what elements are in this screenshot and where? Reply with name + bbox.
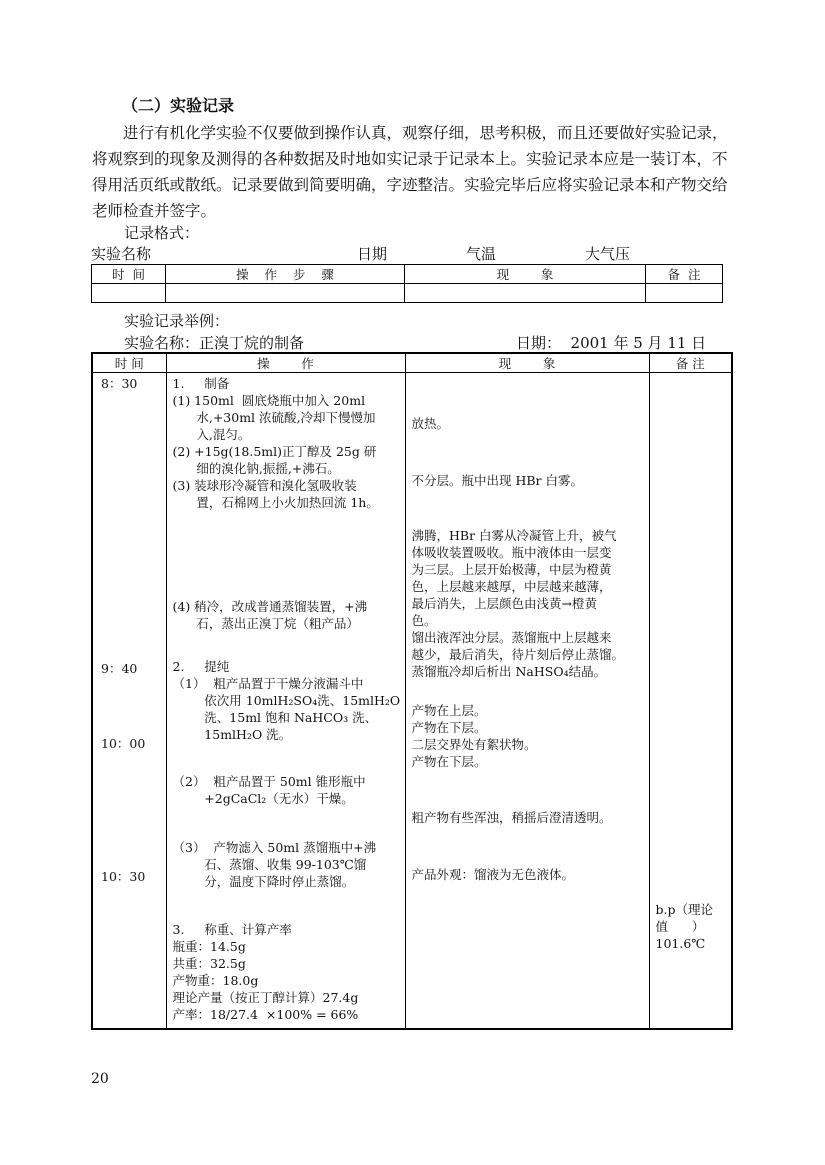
phenomenon-line: 产物在下层。 — [411, 720, 487, 735]
operation-line: (3) 装球形冷凝管和溴化氢吸收装 — [172, 478, 357, 493]
operation-line: （2） 粗产品置于 50ml 锥形瓶中 — [172, 774, 366, 789]
format-cell — [92, 284, 166, 303]
operation-line: 水,+30ml 浓硫酸,冷却下慢慢加 — [172, 410, 376, 425]
operation-line: 15mlH₂O 洗。 — [172, 727, 292, 742]
operation-line: 石、蒸馏、收集 99-103℃馏 — [172, 857, 367, 872]
section-title: （二）实验记录 — [122, 96, 235, 115]
phenomenon-line: 产物在下层。 — [411, 754, 487, 769]
phenomenon-line: 体吸收装置吸收。瓶中液体由一层变 — [411, 545, 612, 560]
format-header-notes: 备 注 — [646, 265, 723, 284]
operation-line: 石，蒸出正溴丁烷（粗产品） — [172, 616, 359, 631]
example-name: 实验名称：正溴丁烷的制备 — [124, 334, 305, 352]
format-temp: 气温 — [466, 245, 497, 263]
paragraph-text: 进行有机化学实验不仅要做到操作认真，观察仔细，思考积极，而且还要做好实验记录，将观察到的现象及测得的各种数据及时地如实记录于记录本上。实验记录本应是一装订本，不得用活页纸或散纸。记录要做到简要明确，字迹整洁。实验完毕后应将实验记录本和产物交给老师检查并签字。 — [92, 124, 728, 220]
time-entry: 10：30 — [101, 869, 146, 884]
format-header-time: 时 间 — [92, 265, 166, 284]
operation-line: 产物重：18.0g — [172, 973, 259, 988]
time-column — [92, 373, 166, 1030]
format-label: 记录格式： — [124, 224, 200, 242]
format-name: 实验名称 — [91, 245, 152, 263]
operation-line: (2) +15g(18.5ml)正丁醇及 25g 研 — [172, 444, 377, 459]
example-header-phenomena: 现 象 — [405, 353, 649, 373]
example-date: 日期： 2001 年 5 月 11 日 — [516, 334, 707, 352]
example-header-notes: 备 注 — [649, 353, 732, 373]
operation-line: （1） 粗产品置于干燥分液漏斗中 — [172, 676, 364, 691]
phenomenon-line: 产品外观：馏液为无色液体。 — [411, 867, 575, 882]
operation-line: 产率：18/27.4 ×100% = 66% — [172, 1007, 359, 1022]
format-header-phenomena: 现 象 — [405, 265, 646, 284]
operation-line: (4) 稍冷，改成普通蒸馏装置，+沸 — [172, 599, 368, 614]
operation-line: 瓶重：14.5g — [172, 939, 246, 954]
operation-line: 置，石棉网上小火加热回流 1h。 — [172, 495, 379, 510]
example-table — [91, 352, 733, 1030]
operation-line: 1. 制备 — [172, 376, 230, 391]
example-header-row — [92, 353, 732, 373]
format-table — [91, 264, 723, 303]
format-cell — [405, 284, 646, 303]
example-label: 实验记录举例： — [124, 312, 230, 330]
phenomenon-line: 色，上层越来越厚，中层越来越薄， — [411, 579, 612, 594]
time-entry: 10：00 — [101, 736, 146, 751]
operation-line: 理论产量（按正丁醇计算）27.4g — [172, 990, 359, 1005]
phenomenon-line: 越少，最后消失，待片刻后停止蒸馏。 — [411, 647, 625, 662]
operation-line: 细的溴化钠,振摇,+沸石。 — [172, 461, 340, 476]
phenomenon-line: 馏出液浑浊分层。蒸馏瓶中上层越来 — [411, 630, 612, 645]
phenomenon-line: 二层交界处有絮状物。 — [411, 737, 537, 752]
operation-line: 3. 称重、计算产率 — [172, 922, 292, 937]
format-empty-row — [92, 284, 723, 303]
phenomenon-line: 产物在上层。 — [411, 703, 487, 718]
format-cell — [646, 284, 723, 303]
phenomena-column — [405, 373, 649, 1030]
operations-column — [166, 373, 405, 1030]
time-entry: 9：40 — [101, 661, 138, 676]
operation-line: 入,混匀。 — [172, 427, 251, 442]
note-line: b.p（理论 — [655, 902, 713, 917]
example-header-operations: 操 作 — [166, 353, 405, 373]
operation-line: （3） 产物滤入 50ml 蒸馏瓶中+沸 — [172, 840, 377, 855]
format-header-row — [92, 265, 723, 284]
phenomenon-line: 为三层。上层开始极薄，中层为橙黄 — [411, 562, 612, 577]
page-number: 20 — [91, 1071, 109, 1087]
phenomenon-line: 粗产物有些浑浊，稍摇后澄清透明。 — [411, 810, 612, 825]
notes-column — [649, 373, 732, 1030]
format-cell — [166, 284, 405, 303]
phenomenon-line: 不分层。瓶中出现 HBr 白雾。 — [411, 473, 584, 488]
operation-line: 共重：32.5g — [172, 956, 246, 971]
operation-line: 2. 提纯 — [172, 659, 230, 674]
phenomenon-line: 蒸馏瓶冷却后析出 NaHSO₄结晶。 — [411, 664, 607, 679]
note-line: 101.6℃ — [655, 936, 706, 951]
format-pressure: 大气压 — [585, 245, 631, 263]
phenomenon-line: 最后消失，上层颜色由浅黄→橙黄 — [411, 596, 597, 611]
operation-line: 依次用 10mlH₂SO₄洗、15mlH₂O — [172, 693, 401, 708]
example-header-time: 时 间 — [92, 353, 166, 373]
operation-line: 洗、15ml 饱和 NaHCO₃ 洗、 — [172, 710, 378, 725]
operation-line: 分，温度下降时停止蒸馏。 — [172, 874, 355, 889]
operation-line: +2gCaCl₂（无水）干燥。 — [172, 791, 354, 806]
time-entry: 8：30 — [101, 376, 138, 391]
operation-line: (1) 150ml 圆底烧瓶中加入 20ml — [172, 393, 366, 408]
phenomenon-line: 放热。 — [411, 416, 450, 431]
phenomenon-line: 沸腾，HBr 白雾从冷凝管上升，被气 — [411, 528, 617, 543]
note-line: 值 ） — [655, 919, 705, 934]
intro-paragraph — [92, 120, 728, 224]
format-header-steps: 操 作 步 骤 — [166, 265, 405, 284]
phenomenon-line: 色。 — [411, 613, 437, 628]
example-body-row — [92, 373, 732, 1030]
format-date: 日期 — [357, 245, 388, 263]
